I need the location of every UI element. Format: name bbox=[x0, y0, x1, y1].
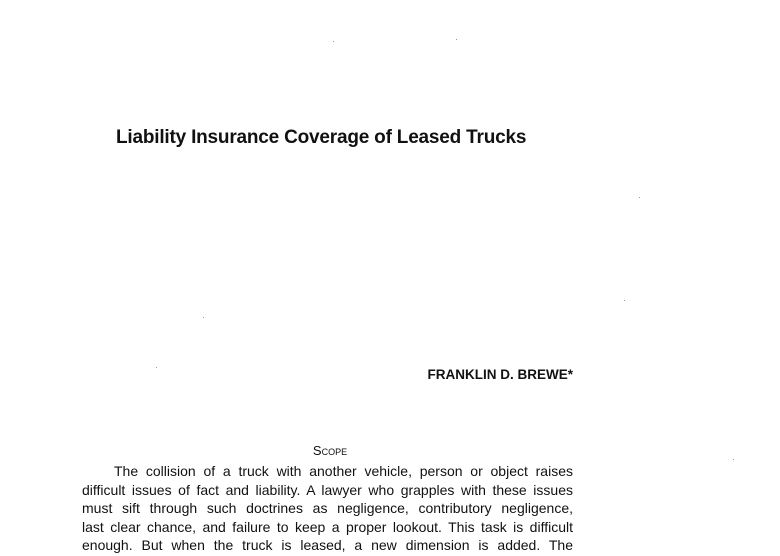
body-line: must sift through such doctrines as negligence, contributory negligence, bbox=[82, 500, 573, 516]
scan-speck bbox=[624, 300, 625, 301]
body-paragraph bbox=[82, 462, 573, 555]
body-line: difficult issues of fact and liability. A lawyer who grapples with these issues bbox=[82, 481, 573, 498]
body-line: enough. But when the truck is leased, a new dimension is added. The bbox=[82, 537, 573, 553]
scan-speck bbox=[156, 367, 157, 368]
scan-speck bbox=[333, 41, 334, 42]
scan-speck bbox=[456, 39, 457, 40]
scan-speck bbox=[639, 197, 640, 198]
body-line: last clear chance, and failure to keep a proper lookout. This task is difficult bbox=[82, 518, 573, 535]
scan-speck bbox=[733, 459, 734, 460]
scan-speck bbox=[203, 317, 204, 318]
section-heading bbox=[250, 443, 410, 458]
article-title: Liability Insurance Coverage of Leased Trucks bbox=[116, 127, 527, 148]
body-line: The collision of a truck with another vehicle, person or object raises bbox=[114, 463, 573, 479]
author-name: FRANKLIN D. BREWE* bbox=[427, 367, 573, 382]
section-heading-text: Scope bbox=[312, 443, 348, 458]
